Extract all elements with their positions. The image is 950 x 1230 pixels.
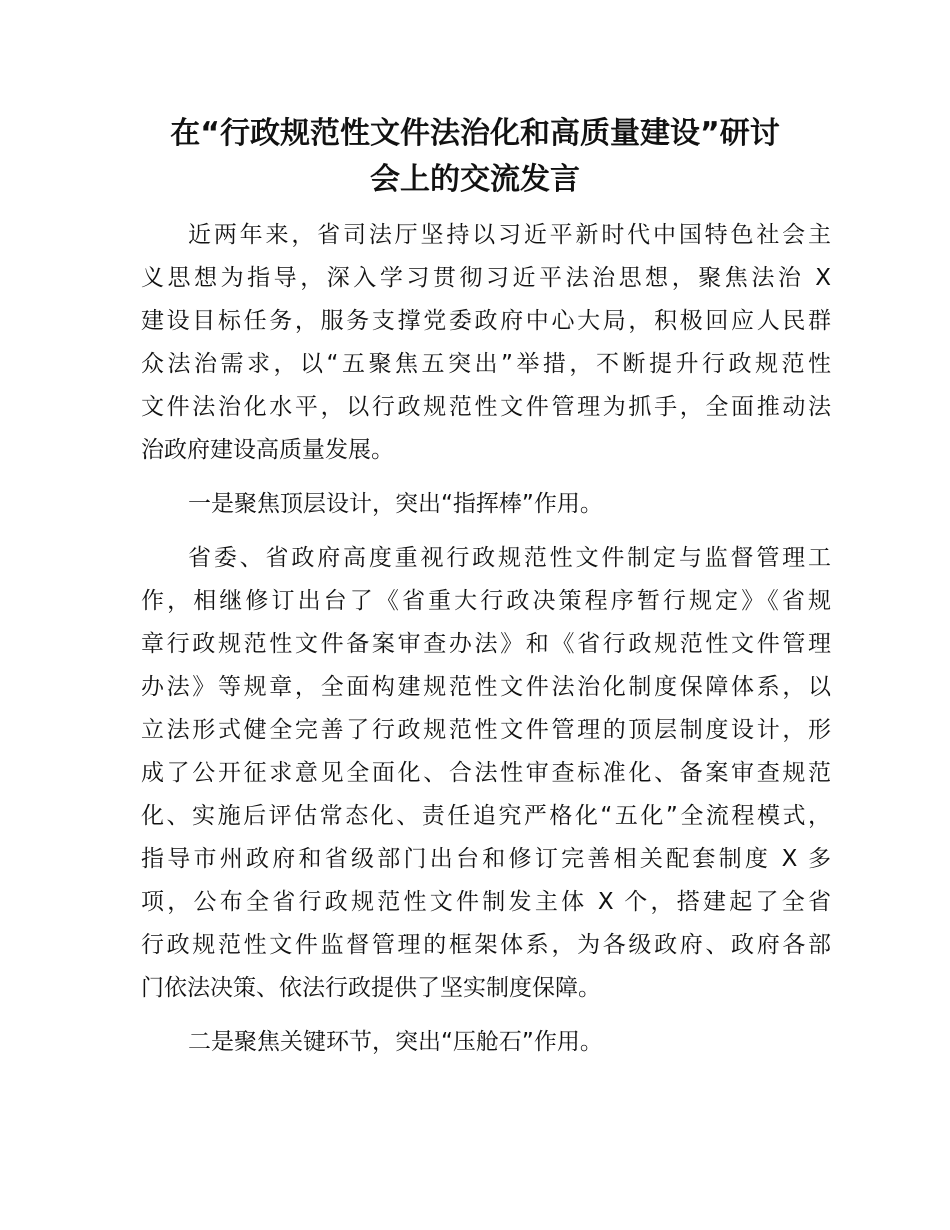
paragraph-2-line-9: 项，公布全省行政规范性文件制发主体 X 个，搭建起了全省 (141, 889, 831, 915)
section-heading-2: 二是聚焦关键环节，突出“压舱石”作用。 (188, 1029, 603, 1055)
paragraph-1-line-5: 文件法治化水平，以行政规范性文件管理为抓手，全面推动法 (141, 394, 831, 420)
paragraph-2-line-4: 办法》等规章，全面构建规范性文件法治化制度保障体系，以 (141, 674, 831, 700)
document-title-line-2: 会上的交流发言 (370, 162, 580, 197)
paragraph-2-line-7: 化、实施后评估常态化、责任追究严格化“五化”全流程模式， (141, 803, 831, 829)
paragraph-1-line-1: 近两年来，省司法厅坚持以习近平新时代中国特色社会主 (188, 222, 831, 248)
paragraph-2-line-10: 行政规范性文件监督管理的框架体系，为各级政府、政府各部 (141, 932, 831, 958)
section-heading-1: 一是聚焦顶层设计，突出“指挥棒”作用。 (188, 491, 603, 517)
paragraph-1-line-4: 众法治需求，以“五聚焦五突出”举措，不断提升行政规范性 (141, 351, 831, 377)
paragraph-2-line-5: 立法形式健全完善了行政规范性文件管理的顶层制度设计，形 (141, 717, 831, 743)
paragraph-2-line-2: 作，相继修订出台了《省重大行政决策程序暂行规定》《省规 (141, 588, 831, 614)
paragraph-2-line-3: 章行政规范性文件备案审查办法》和《省行政规范性文件管理 (141, 631, 831, 657)
paragraph-2-line-1: 省委、省政府高度重视行政规范性文件制定与监督管理工 (188, 545, 831, 571)
paragraph-1-line-3: 建设目标任务，服务支撑党委政府中心大局，积极回应人民群 (141, 308, 831, 334)
paragraph-1-line-6: 治政府建设高质量发展。 (141, 437, 394, 463)
paragraph-2-line-6: 成了公开征求意见全面化、合法性审查标准化、备案审查规范 (141, 760, 831, 786)
paragraph-2-line-8: 指导市州政府和省级部门出台和修订完善相关配套制度 X 多 (141, 846, 831, 872)
paragraph-2-line-11: 门依法决策、依法行政提供了坚实制度保障。 (141, 975, 601, 1001)
document-title-line-1: 在“行政规范性文件法治化和高质量建设”研讨 (170, 116, 780, 151)
paragraph-1-line-2: 义思想为指导，深入学习贯彻习近平法治思想，聚焦法治 X (141, 265, 831, 291)
